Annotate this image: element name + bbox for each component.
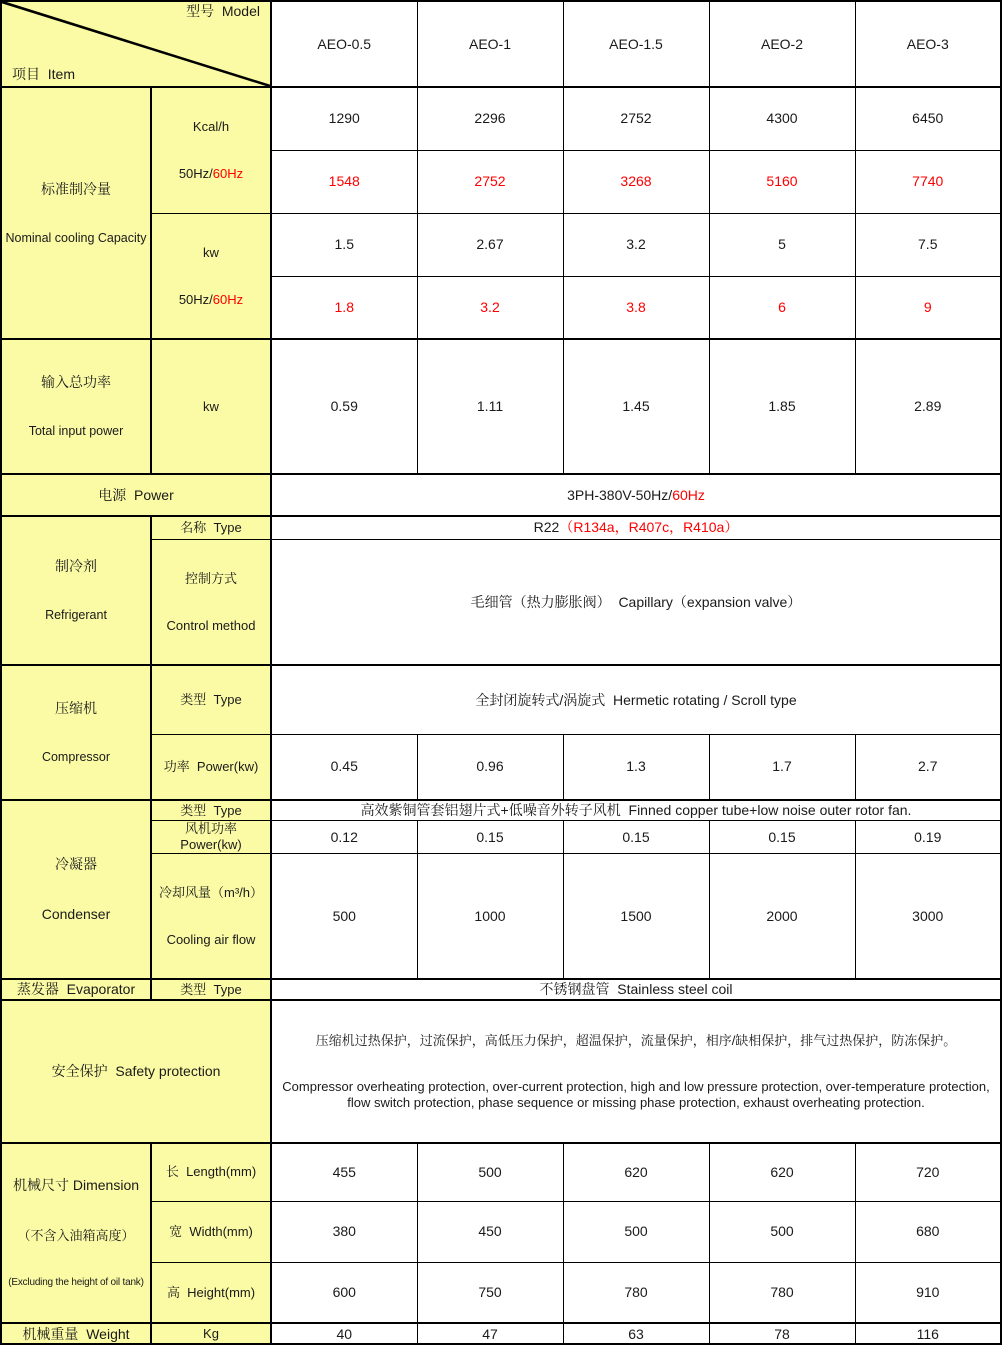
kcal-unit-label bbox=[151, 87, 271, 213]
control-method-label-cn: 控制方式 bbox=[184, 570, 237, 586]
refrigerant-label-cn: 制冷剂 bbox=[55, 557, 97, 574]
length-value: 720 bbox=[855, 1143, 1001, 1201]
air-flow-value: 3000 bbox=[855, 853, 1001, 979]
corner-model-label: 型号 Model bbox=[186, 3, 260, 19]
safety-protection-value bbox=[271, 1000, 1001, 1142]
kw-50hz-value: 1.5 bbox=[271, 213, 417, 276]
model-header-aeo-3: AEO-3 bbox=[855, 1, 1001, 87]
input-power-value: 1.11 bbox=[417, 339, 563, 474]
control-method-label-en: Control method bbox=[166, 617, 256, 633]
input-power-label bbox=[1, 339, 151, 474]
control-method-value: 毛细管（热力膨胀阀） Capillary（expansion valve） bbox=[271, 539, 1001, 665]
condenser-label-en: Condenser bbox=[41, 906, 111, 923]
kw-unit-label bbox=[151, 213, 271, 339]
weight-label: 机械重量 Weight bbox=[1, 1323, 151, 1344]
kcal-50hz-value: 6450 bbox=[855, 87, 1001, 150]
height-value: 780 bbox=[709, 1262, 855, 1323]
kcal-unit: Kcal/h bbox=[192, 119, 230, 135]
input-power-value: 2.89 bbox=[855, 339, 1001, 474]
condenser-label-cn: 冷凝器 bbox=[55, 856, 97, 873]
compressor-power-value: 1.3 bbox=[563, 734, 709, 800]
weight-value: 116 bbox=[855, 1323, 1001, 1344]
kw-60hz-value: 3.8 bbox=[563, 276, 709, 339]
dimension-label-line1: 机械尺寸 Dimension bbox=[12, 1177, 140, 1194]
weight-value: 78 bbox=[709, 1323, 855, 1344]
input-power-value: 1.85 bbox=[709, 339, 855, 474]
corner-cell bbox=[1, 1, 271, 87]
width-value: 450 bbox=[417, 1201, 563, 1262]
refrigerant-label bbox=[1, 516, 151, 665]
safety-protection-cn: 压缩机过热保护，过流保护，高低压力保护，超温保护，流量保护，相序/缺相保护，排气过热保护，防冻保护。 bbox=[315, 1032, 957, 1048]
model-header-aeo-1-5: AEO-1.5 bbox=[563, 1, 709, 87]
air-flow-value: 500 bbox=[271, 853, 417, 979]
fan-power-value: 0.12 bbox=[271, 821, 417, 853]
kw-freq: 50Hz/60Hz bbox=[178, 291, 244, 307]
height-value: 750 bbox=[417, 1262, 563, 1323]
cooling-capacity-label bbox=[1, 87, 151, 340]
compressor-power-value: 0.96 bbox=[417, 734, 563, 800]
compressor-label-cn: 压缩机 bbox=[55, 699, 97, 716]
width-value: 500 bbox=[709, 1201, 855, 1262]
control-method-label bbox=[151, 539, 271, 665]
kw-60hz-value: 3.2 bbox=[417, 276, 563, 339]
weight-value: 40 bbox=[271, 1323, 417, 1344]
fan-power-value: 0.15 bbox=[417, 821, 563, 853]
evaporator-type-label: 类型 Type bbox=[151, 979, 271, 1000]
refrigerant-name-label: 名称 Type bbox=[151, 516, 271, 539]
kcal-60hz-value: 7740 bbox=[855, 150, 1001, 213]
dimension-label-line2: （不含入油箱高度） bbox=[17, 1227, 135, 1243]
evaporator-type-value: 不锈钢盘管 Stainless steel coil bbox=[271, 979, 1001, 1000]
air-flow-label bbox=[151, 853, 271, 979]
kw-60hz-value: 6 bbox=[709, 276, 855, 339]
width-value: 680 bbox=[855, 1201, 1001, 1262]
compressor-power-label: 功率 Power(kw) bbox=[151, 734, 271, 800]
length-value: 620 bbox=[563, 1143, 709, 1201]
compressor-label-en: Compressor bbox=[41, 750, 111, 765]
fan-power-label: 风机功率 Power(kw) bbox=[151, 821, 271, 853]
input-power-label-cn: 输入总功率 bbox=[41, 374, 111, 391]
kcal-50hz-value: 2296 bbox=[417, 87, 563, 150]
width-value: 380 bbox=[271, 1201, 417, 1262]
kw-50hz-value: 2.67 bbox=[417, 213, 563, 276]
weight-unit: Kg bbox=[151, 1323, 271, 1344]
dimension-label bbox=[1, 1143, 151, 1324]
safety-protection-label: 安全保护 Safety protection bbox=[1, 1000, 271, 1142]
cooling-capacity-label-en: Nominal cooling Capacity bbox=[5, 230, 147, 245]
compressor-type-value: 全封闭旋转式/涡旋式 Hermetic rotating / Scroll type bbox=[271, 665, 1001, 734]
condenser-type-value: 高效紫铜管套铝翅片式+低噪音外转子风机 Finned copper tube+low noise outer rotor fan. bbox=[271, 800, 1001, 821]
fan-power-value: 0.19 bbox=[855, 821, 1001, 853]
air-flow-value: 2000 bbox=[709, 853, 855, 979]
kw-50hz-value: 7.5 bbox=[855, 213, 1001, 276]
width-label: 宽 Width(mm) bbox=[151, 1201, 271, 1262]
kcal-freq: 50Hz/60Hz bbox=[178, 165, 244, 181]
weight-value: 47 bbox=[417, 1323, 563, 1344]
model-header-aeo-0-5: AEO-0.5 bbox=[271, 1, 417, 87]
weight-value: 63 bbox=[563, 1323, 709, 1344]
kcal-50hz-value: 2752 bbox=[563, 87, 709, 150]
input-power-value: 1.45 bbox=[563, 339, 709, 474]
condenser-label bbox=[1, 800, 151, 979]
height-label: 高 Height(mm) bbox=[151, 1262, 271, 1323]
kw-60hz-value: 9 bbox=[855, 276, 1001, 339]
kcal-50hz-value: 4300 bbox=[709, 87, 855, 150]
refrigerant-name-value: R22（R134a，R407c，R410a） bbox=[271, 516, 1001, 539]
air-flow-value: 1500 bbox=[563, 853, 709, 979]
model-header-aeo-1: AEO-1 bbox=[417, 1, 563, 87]
power-supply-label: 电源 Power bbox=[1, 474, 271, 516]
kw-50hz-value: 3.2 bbox=[563, 213, 709, 276]
kcal-50hz-value: 1290 bbox=[271, 87, 417, 150]
length-value: 620 bbox=[709, 1143, 855, 1201]
compressor-label bbox=[1, 665, 151, 800]
fan-power-value: 0.15 bbox=[709, 821, 855, 853]
compressor-power-value: 1.7 bbox=[709, 734, 855, 800]
power-supply-value: 3PH-380V-50Hz/60Hz bbox=[271, 474, 1001, 516]
length-value: 455 bbox=[271, 1143, 417, 1201]
kcal-60hz-value: 5160 bbox=[709, 150, 855, 213]
input-power-unit: kw bbox=[151, 339, 271, 474]
width-value: 500 bbox=[563, 1201, 709, 1262]
kcal-60hz-value: 2752 bbox=[417, 150, 563, 213]
cooling-capacity-label-cn: 标准制冷量 bbox=[41, 180, 111, 197]
input-power-label-en: Total input power bbox=[28, 424, 124, 439]
corner-item-label: 项目 Item bbox=[12, 66, 76, 83]
air-flow-label-cn: 冷却风量（m³/h） bbox=[158, 884, 263, 900]
air-flow-label-en: Cooling air flow bbox=[166, 931, 256, 947]
safety-protection-en: Compressor overheating protection, over-current protection, high and low pressure protection, over-temperature protection, flow switch protection, phase sequence or missing phase protection, exhaust overheating protection. bbox=[282, 1079, 994, 1110]
air-flow-value: 1000 bbox=[417, 853, 563, 979]
compressor-power-value: 0.45 bbox=[271, 734, 417, 800]
dimension-label-line3: (Excluding the height of oil tank) bbox=[8, 1276, 144, 1288]
kw-60hz-value: 1.8 bbox=[271, 276, 417, 339]
compressor-power-value: 2.7 bbox=[855, 734, 1001, 800]
input-power-value: 0.59 bbox=[271, 339, 417, 474]
fan-power-value: 0.15 bbox=[563, 821, 709, 853]
evaporator-label: 蒸发器 Evaporator bbox=[1, 979, 151, 1000]
length-label: 长 Length(mm) bbox=[151, 1143, 271, 1201]
height-value: 600 bbox=[271, 1262, 417, 1323]
model-header-aeo-2: AEO-2 bbox=[709, 1, 855, 87]
height-value: 910 bbox=[855, 1262, 1001, 1323]
kw-unit: kw bbox=[203, 244, 219, 260]
kcal-60hz-value: 3268 bbox=[563, 150, 709, 213]
kw-50hz-value: 5 bbox=[709, 213, 855, 276]
kcal-60hz-value: 1548 bbox=[271, 150, 417, 213]
height-value: 780 bbox=[563, 1262, 709, 1323]
condenser-type-label: 类型 Type bbox=[151, 800, 271, 821]
length-value: 500 bbox=[417, 1143, 563, 1201]
compressor-type-label: 类型 Type bbox=[151, 665, 271, 734]
refrigerant-label-en: Refrigerant bbox=[45, 608, 107, 623]
